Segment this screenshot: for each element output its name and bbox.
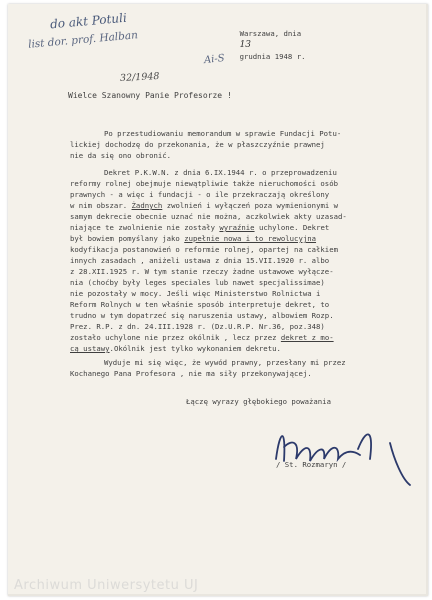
closing-text: Łączę wyrazy głębokiego poważania (186, 397, 331, 406)
paragraph-2-line: Reform Rolnych w ten właśnie sposób interpretuje dekret, to (70, 300, 330, 309)
watermark: Archiwum Uniwersytetu UJ (14, 578, 199, 593)
paragraph-1-line: nie da się ono obronić. (70, 151, 172, 160)
paragraph-2-line: prawnych - a więc i fundacji - o ile przekraczają określony (70, 190, 330, 199)
handwritten-note-line2: list dor. prof. Halban (27, 29, 139, 51)
text-segment: .Okólnik jest tylko wykonaniem dekretu. (109, 344, 281, 353)
paragraph-1-line: Po przestudiowaniu memorandum w sprawie Fundacji Potu- (104, 129, 342, 138)
handwritten-note-line1: do akt Potuli (49, 10, 128, 32)
text-segment: niające te zwolnienie nie zostały (70, 223, 215, 232)
paragraph-2-line (70, 200, 338, 211)
letter-page (8, 4, 428, 596)
text-segment: zostało uchylone nie przez okólnik , lecz przez (70, 333, 277, 342)
date-prefix: Warszawa, dnia (239, 29, 302, 38)
paragraph-3-line: Wyduje mi się więc, że wywód prawny, przesłany mi przez (104, 358, 346, 367)
paragraph-3-line: Kochanego Pana Profesora , nie ma siły przekonywającej. (70, 369, 312, 378)
paragraph-2-line: trudno w tym dopatrzeć się naruszenia ustawy, albowiem Rozp. (70, 311, 334, 320)
typed-signature: / St. Rozmaryn / (276, 460, 347, 469)
paragraph-1-line: lickiej dochodzę do przekonania, że w płaszczyźnie prawnej (70, 140, 325, 149)
paragraph-2-line: z 28.XII.1925 r. W tym stanie rzeczy żadne ustawowe wyłącze- (70, 267, 334, 276)
text-segment: w nim obszar. (70, 201, 128, 210)
paragraph-2-line: nia (choćby były leges speciales lub nawet specjalissimae) (70, 278, 325, 287)
paragraph-2-line (70, 233, 316, 244)
salutation: Wielce Szanowny Panie Profesorze ! (68, 91, 232, 100)
underlined-text: Żadnych (131, 201, 163, 210)
paragraph-2-line: reformy rolnej obejmuje niewątpliwie także nieruchomości osób (70, 179, 338, 188)
paragraph-2-line: innych zasadach , aniżeli ustawa z dnia 15.VII.1920 r. albo (70, 256, 330, 265)
text-segment: uchylone. Dekret (258, 223, 330, 232)
underlined-text: dekret z mo- (280, 333, 334, 342)
underlined-text: wyraźnie (219, 223, 255, 232)
paragraph-2-line: Prez. R.P. z dn. 24.III.1928 r. (Dz.U.R.P. Nr.36, poz.348) (70, 322, 325, 331)
paragraph-2-line (70, 343, 281, 354)
paragraph-2-line: nie pozostały w mocy. Jeśli więc Ministerstwo Rolnictwa i (70, 289, 321, 298)
date-day: 13 (239, 40, 252, 50)
paragraph-2-line: kodyfikacja postanowień o reformie rolnej, opartej na całkiem (70, 245, 338, 254)
handwritten-note-number: 32/1948 (119, 70, 160, 85)
date-suffix: grudnia 1948 r. (239, 52, 306, 61)
text-segment: był bowiem pomyślany jako (70, 234, 180, 243)
paragraph-2-line: samym dekrecie obecnie uznać nie można, aczkolwiek akty uzasad- (70, 212, 347, 221)
signature-scribble (270, 419, 420, 489)
paragraph-2-line: Dekret P.K.W.N. z dnia 6.IX.1944 r. o przeprowadzeniu (104, 168, 337, 177)
paragraph-2-line (70, 222, 329, 233)
underlined-text: zupełnie nowa i to rewolucyjna (184, 234, 317, 243)
handwritten-note-initials: Ai-S (203, 52, 226, 67)
date-line (222, 17, 305, 73)
paragraph-2-line (70, 332, 334, 343)
underlined-text: cą ustawy (70, 344, 110, 353)
text-segment: zwolnień i wyłączeń poza wymienionymi w (166, 201, 339, 210)
